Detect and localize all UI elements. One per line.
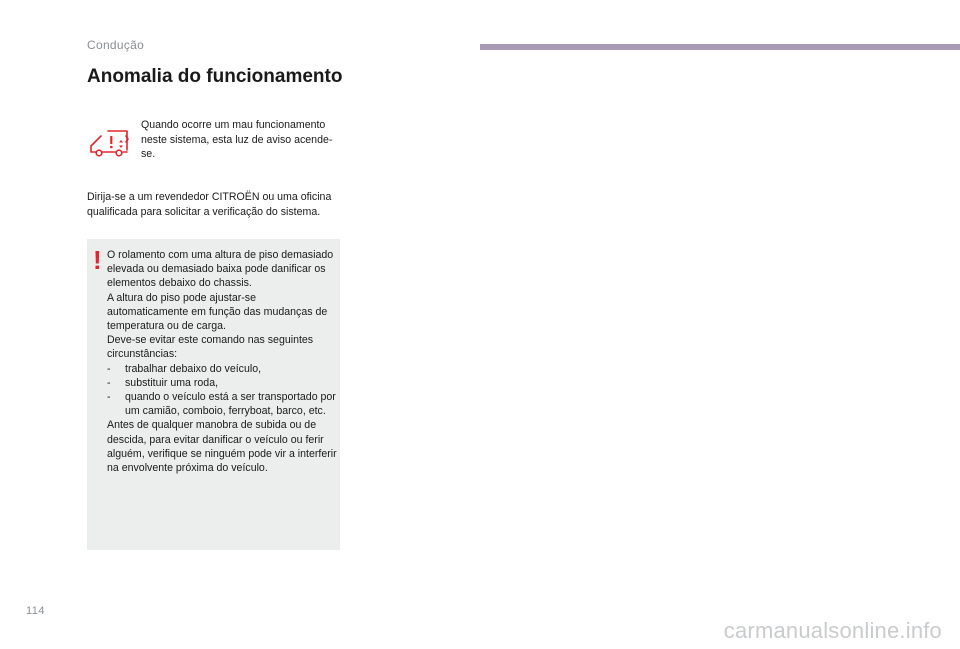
- notice-list: [107, 362, 337, 419]
- notice-closing: Antes de qualquer manobra de subida ou de descida, para evitar danificar o veículo ou ferir alguém, verifique se ninguém pode vir a interferir na envolvente próxima do veículo.: [107, 419, 337, 475]
- notice-line: A altura do piso pode ajustar-se automaticamente em função das mudanças de temperatura ou de carga.: [107, 291, 328, 333]
- exclamation-icon: !: [93, 245, 102, 275]
- notice-line: O rolamento com uma altura de piso demasiado elevada ou demasiado baixa pode danificar os elementos debaixo do chassis.: [107, 249, 334, 290]
- notice-box: [87, 239, 340, 550]
- warning-lamp-text: Quando ocorre um mau funcionamento neste sistema, esta luz de aviso acende-se.: [141, 119, 333, 160]
- list-item: - quando o veículo está a ser transportado por um camião, comboio, ferryboat, barco, etc.: [107, 390, 337, 418]
- list-item: - trabalhar debaixo do veículo,: [107, 362, 337, 376]
- page-number: 114: [26, 605, 46, 617]
- header-rule: [480, 44, 960, 50]
- van-warning-icon: [88, 128, 132, 162]
- instruction-text: Dirija-se a um revendedor CITROËN ou uma oficina qualificada para solicitar a verificação do sistema.: [87, 191, 332, 218]
- watermark: carmanualsonline.info: [723, 618, 942, 643]
- page-title: Anomalia do funcionamento: [87, 66, 343, 87]
- section-label: Condução: [87, 38, 145, 52]
- list-item: - substituir uma roda,: [107, 376, 337, 390]
- notice-content: [107, 248, 337, 475]
- notice-line: Deve-se evitar este comando nas seguintes circunstâncias:: [107, 334, 314, 361]
